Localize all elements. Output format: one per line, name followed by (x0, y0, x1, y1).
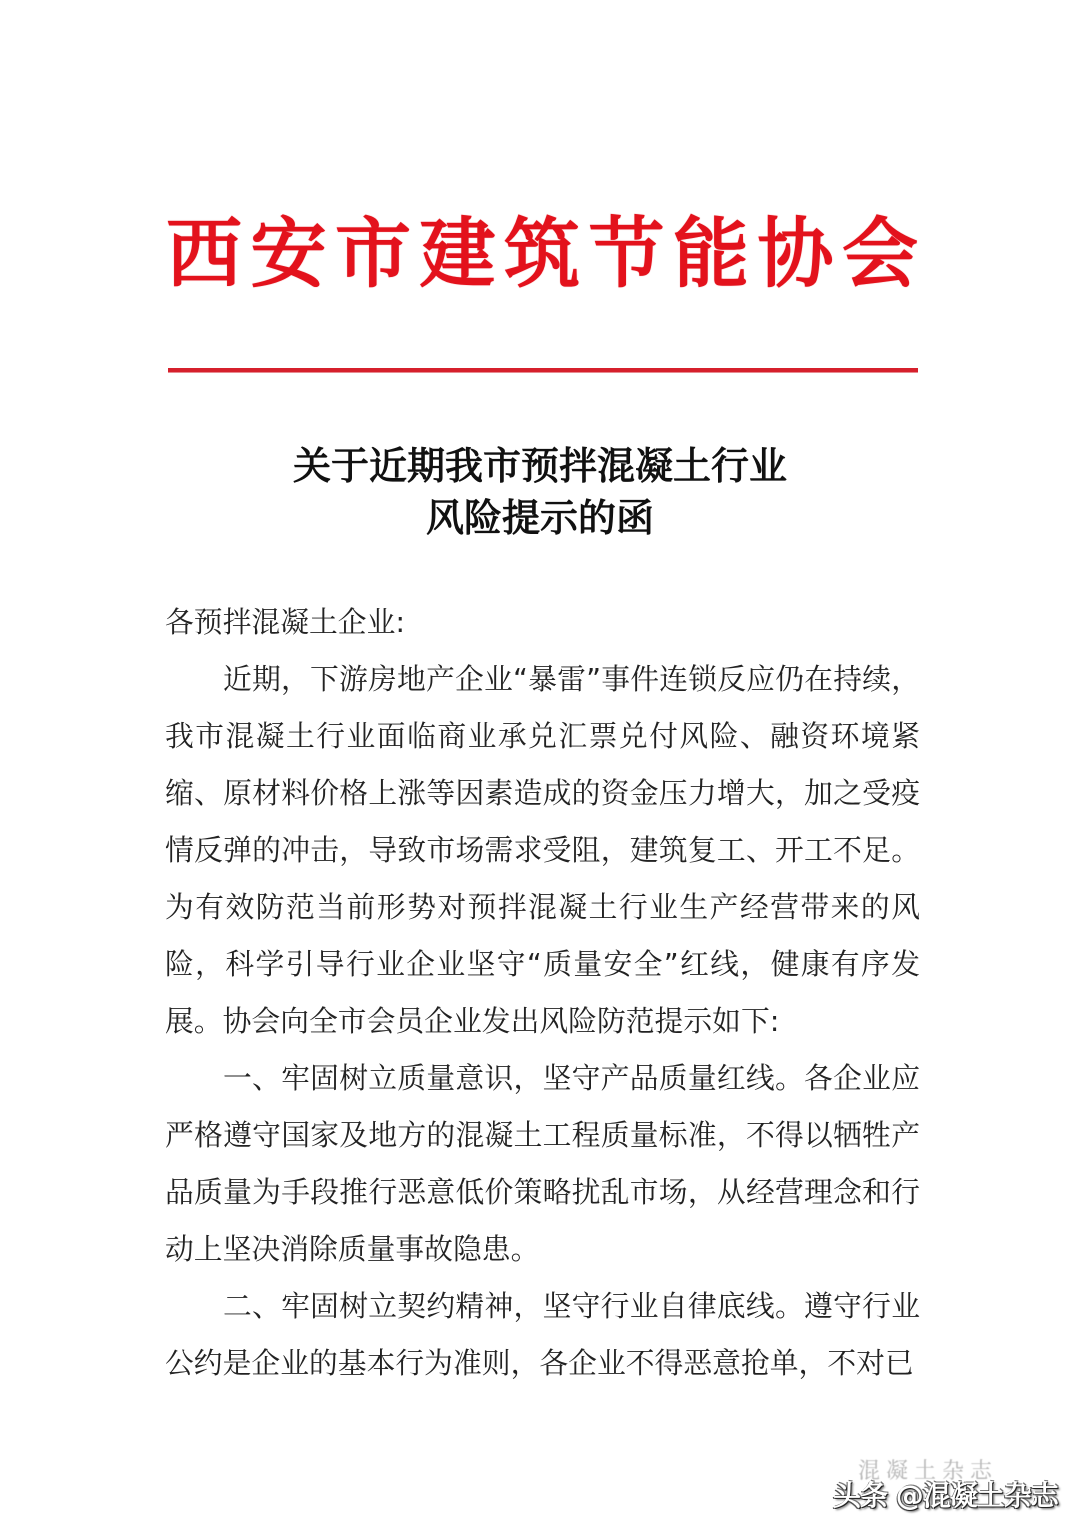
body-paragraph: 二、牢固树立契约精神，坚守行业自律底线。遵守行业公约是企业的基本行为准则，各企业不得恶意抢单，不对已 (165, 1289, 920, 1380)
body-paragraph: 近期，下游房地产企业“暴雷”事件连锁反应仍在持续，我市混凝土行业面临商业承兑汇票兑付风险、融资环境紧缩、原材料价格上涨等因素造成的资金压力增大，加之受疫情反弹的冲击，导致市场需求受阻，建筑复工、开工不足。为有效防范当前形势对预拌混凝土行业生产经营带来的风险，科学引导行业企业坚守“质量安全”红线，健康有序发展。协会向全市会员企业发出风险防范提示如下: (165, 662, 920, 1038)
document-body (165, 594, 920, 1392)
document-title-line-2: 风险提示的函 (425, 495, 654, 540)
org-title-char: 建 (419, 209, 496, 298)
source-watermark: 头条 @混凝土杂志 (833, 1479, 1058, 1512)
org-title-char: 能 (673, 209, 749, 298)
org-title-char: 市 (335, 209, 411, 298)
letterhead-divider (168, 368, 918, 372)
salutation: 各预拌混凝土企业: (165, 605, 406, 639)
document-title (0, 440, 1080, 544)
body-paragraph: 一、牢固树立质量意识，坚守产品质量红线。各企业应严格遵守国家及地方的混凝土工程质量标准，不得以牺牲产品质量为手段推行恶意低价策略扰乱市场，从经营理念和行动上坚决消除质量事故隐患。 (165, 1061, 920, 1266)
org-title-char: 会 (842, 209, 918, 298)
document-title-line-1: 关于近期我市预拌混凝土行业 (292, 443, 787, 488)
ghost-watermark: 混凝土杂志 (858, 1459, 999, 1484)
org-title-char: 西 (166, 209, 242, 298)
org-letterhead-title (166, 206, 918, 302)
org-title-char: 安 (250, 209, 327, 298)
org-title-char: 协 (757, 209, 834, 298)
org-title-char: 筑 (504, 209, 580, 298)
org-title-char: 节 (588, 209, 665, 298)
